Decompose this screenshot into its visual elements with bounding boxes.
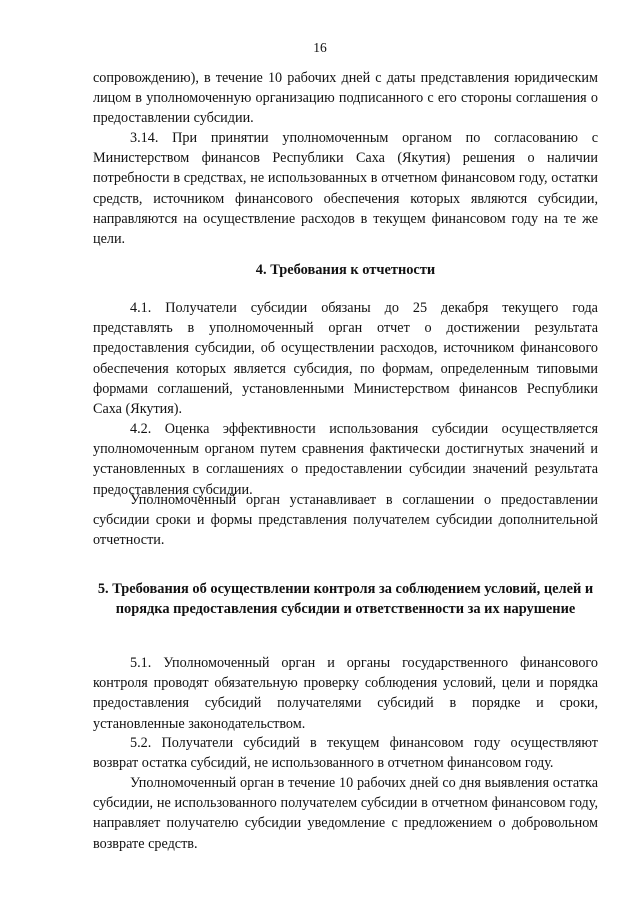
paragraph-5-2: 5.2. Получатели субсидий в текущем финансовом году осуществляют возврат остатка субсидий, не использованного в отчетном финансовом году. — [93, 735, 598, 772]
paragraph-5-1: 5.1. Уполномоченный орган и органы государственного финансового контроля проводят обязательную проверку соблюдения условий, цели и порядка предоставления субсидий получателями субсидий в порядке и сроки, установленные законодательством. — [93, 655, 598, 732]
paragraph-continuation: сопровождению), в течение 10 рабочих дней с даты представления юридическим лицом в уполномоченную организацию подписанного с его стороны соглашения о предоставлении субсидии. — [93, 70, 598, 127]
page-number: 16 — [313, 40, 327, 55]
paragraph-4-1: 4.1. Получатели субсидии обязаны до 25 декабря текущего года представлять в уполномоченный орган отчет о достижении результата предоставления субсидии, об осуществлении расходов, источником финансового обеспечения которых является субсидия, по формам, определенным типовыми формами соглашений, установленными Министерством финансов Республики Саха (Якутия). — [93, 300, 598, 418]
paragraph-reporting-terms: Уполномоченный орган устанавливает в соглашении о предоставлении субсидии сроки и формы представления получателем субсидии дополнительной отчетности. — [93, 492, 598, 549]
paragraph-3-14: 3.14. При принятии уполномоченным органом по согласованию с Министерством финансов Республики Саха (Якутия) решения о наличии потребности в средствах, не использованных в отчетном финансовом году, остатки средств, источником финансового обеспечения которых являются субсидии, направляются на осуществление расходов в текущем финансовом году на те же цели. — [93, 130, 598, 248]
section-5-heading: 5. Требования об осуществлении контроля за соблюдением условий, целей и порядка предоставления субсидии и ответственности за их нарушение — [97, 581, 594, 617]
paragraph-refund-notice: Уполномоченный орган в течение 10 рабочих дней со дня выявления остатка субсидии, не использованного получателем субсидии в отчетном финансовом году, направляет получателю субсидии уведомление с предложением о добровольном возврате средств. — [93, 775, 598, 852]
paragraph-4-2: 4.2. Оценка эффективности использования субсидии осуществляется уполномоченным органом путем сравнения фактически достигнутых значений и установленных в соглашениях о предоставлении субсидии значений результата предоставления субсидии. — [93, 421, 598, 498]
section-4-heading: 4. Требования к отчетности — [255, 262, 436, 278]
